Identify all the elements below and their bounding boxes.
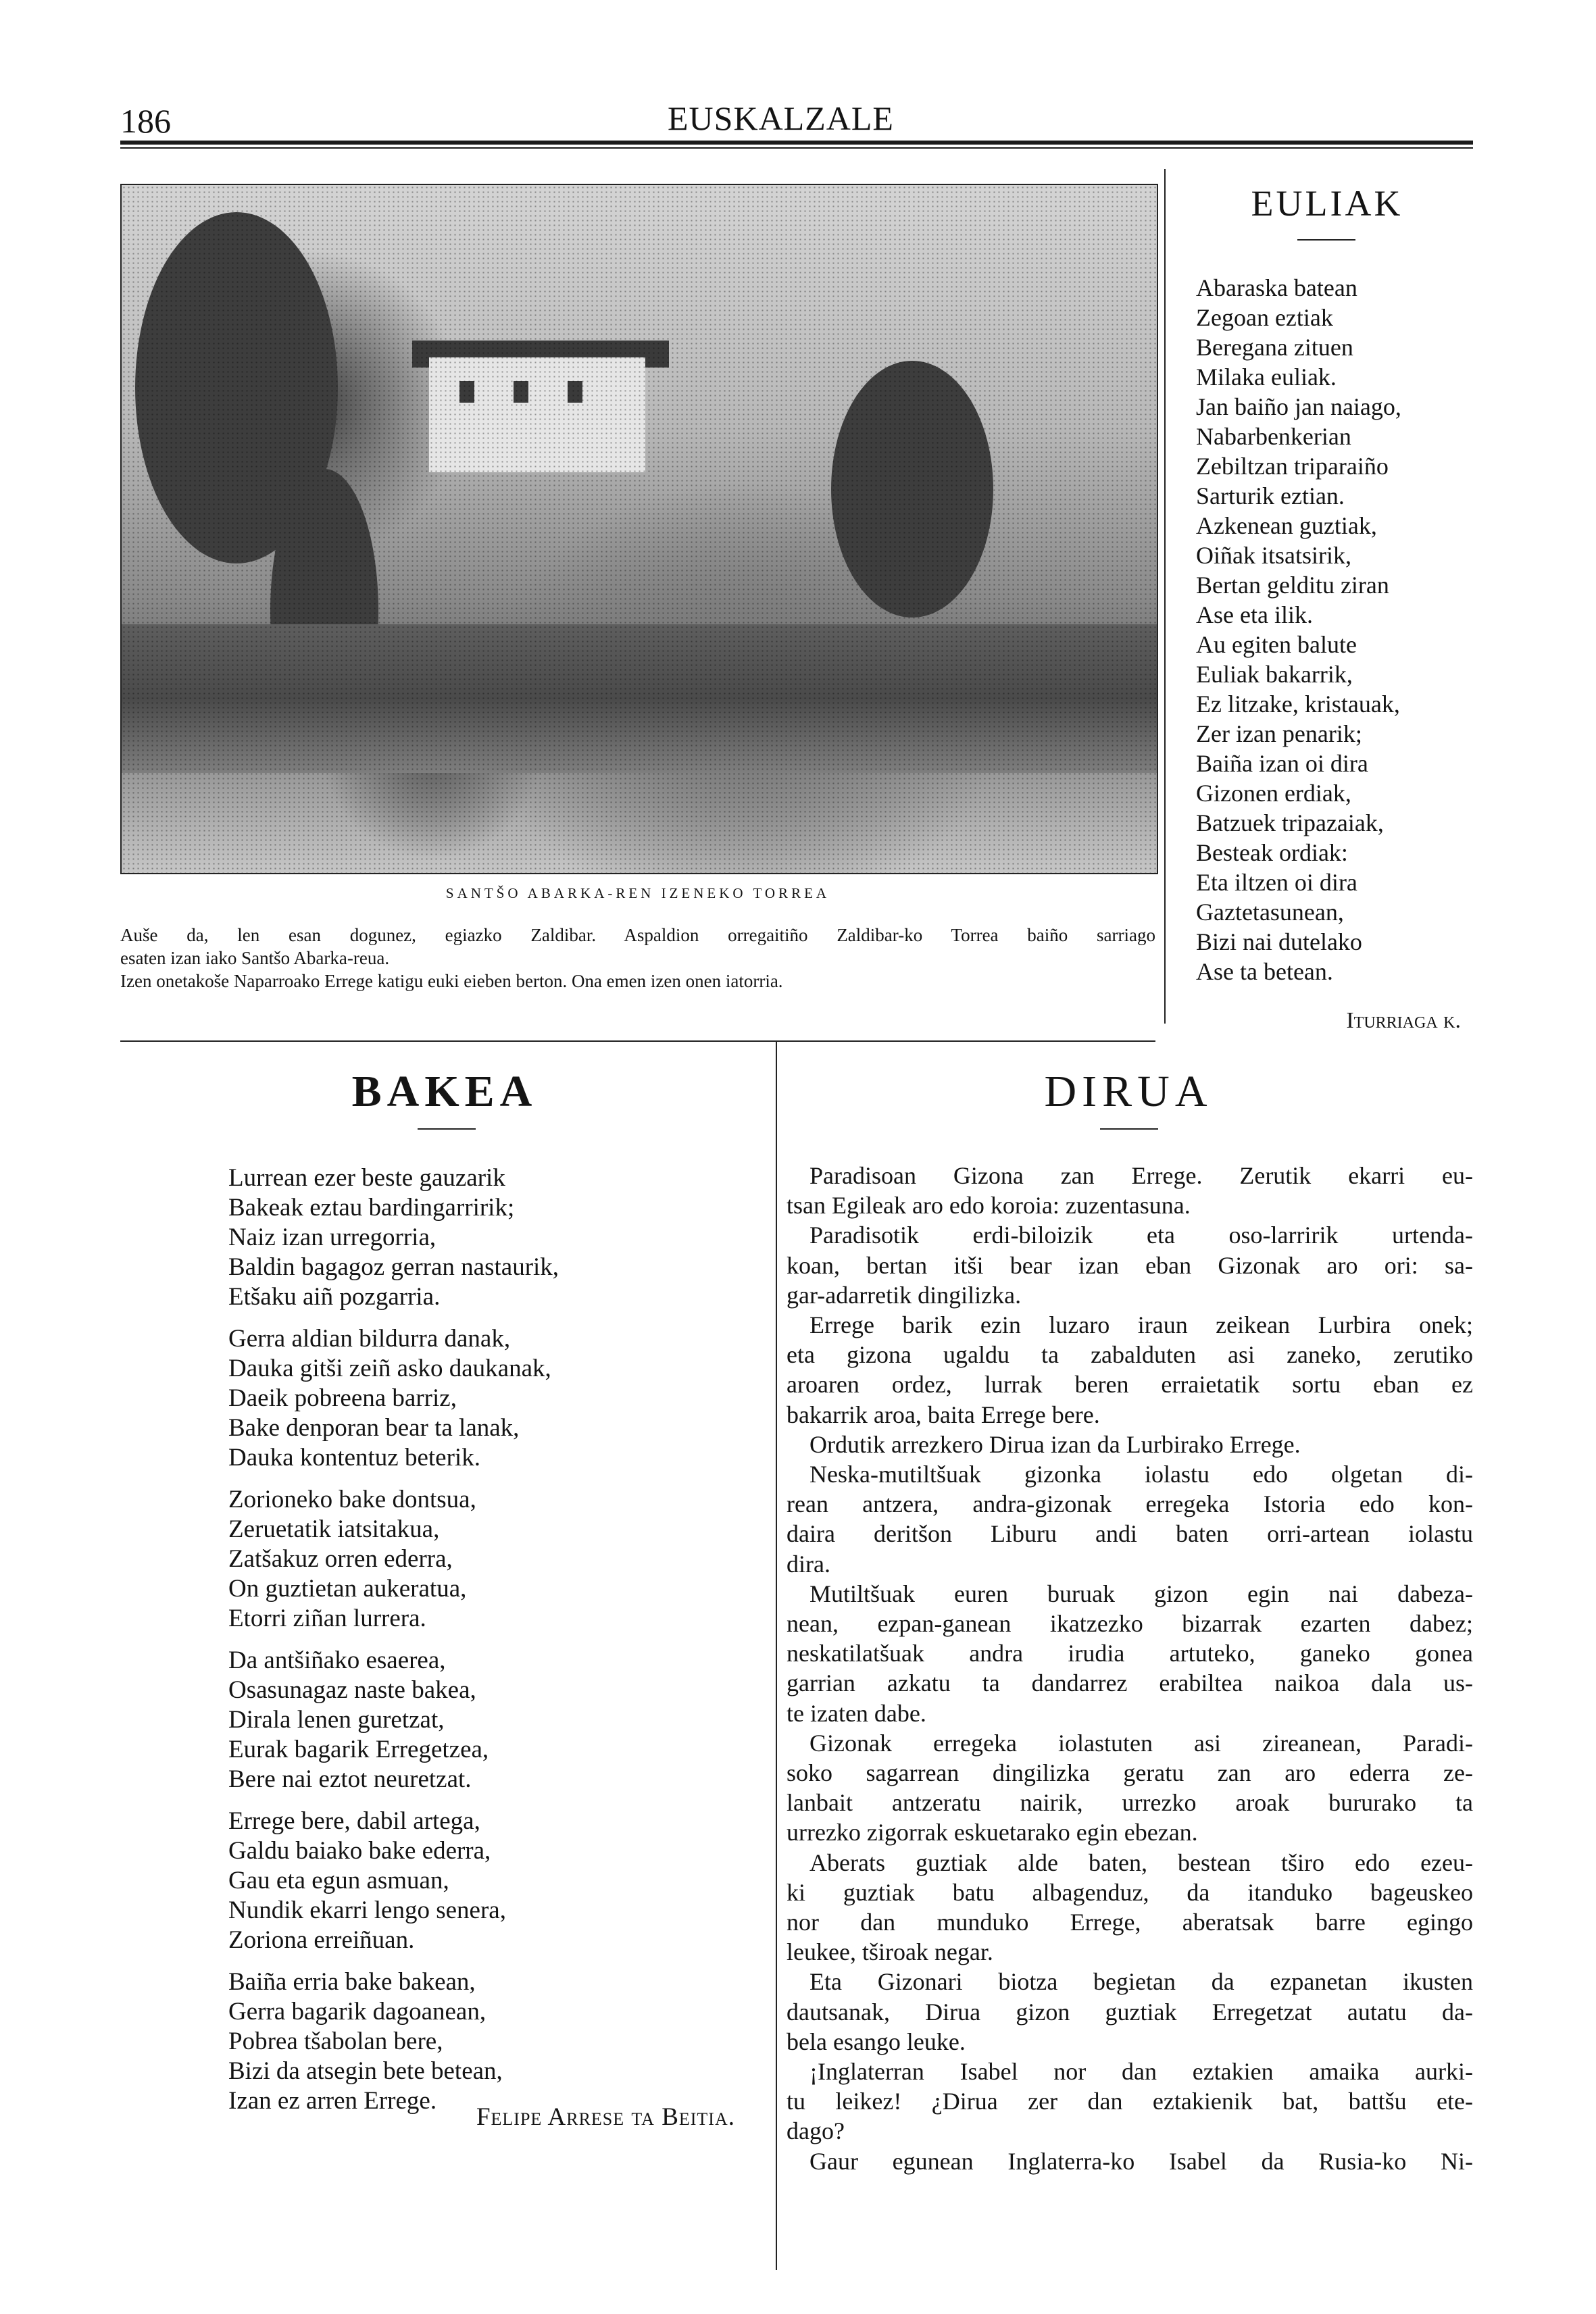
page-number: 186 xyxy=(120,102,171,140)
euliak-line: Milaka euliak. xyxy=(1196,363,1337,391)
euliak-line: Zer izan penarik; xyxy=(1196,720,1362,747)
prose-line: aroaren ordez, lurrak beren erraietatik sortu eban ez xyxy=(787,1371,1473,1399)
header-rule xyxy=(120,141,1473,145)
dirua-title-rule xyxy=(1100,1128,1158,1130)
prose-line: koan, bertan itši bear izan eban Gizonak aro ori: sa- xyxy=(787,1251,1473,1279)
bakea-author: Felipe Arrese ta Beitia. xyxy=(476,2103,735,2131)
poem-line: Pobrea tšabolan bere, xyxy=(228,2028,443,2055)
poem-line: Zatšakuz orren ederra, xyxy=(228,1545,453,1573)
prose-line: tsan Egileak aro edo koroia: zuzentasuna. xyxy=(787,1192,1191,1219)
poem-line: Dauka gitši zeiñ asko daukanak, xyxy=(228,1355,551,1382)
dirua-title: DIRUA xyxy=(1044,1067,1213,1116)
euliak-author: Iturriaga k. xyxy=(1346,1008,1461,1033)
prose-line: Gizonak erregeka iolastuten asi zireanean, Paradi- xyxy=(809,1729,1473,1757)
prose-line: Errege barik ezin luzaro iraun zeikean Lurbira onek; xyxy=(809,1311,1473,1338)
euliak-line: Jan baiño jan naiago, xyxy=(1196,393,1401,420)
euliak-line: Gizonen erdiak, xyxy=(1196,780,1351,807)
prose-line: daira deritšon Liburu andi baten orri-artean iolastu xyxy=(787,1520,1473,1548)
poem-line: Etšaku aiñ pozgarria. xyxy=(228,1283,441,1311)
poem-line: Zorioneko bake dontsua, xyxy=(228,1486,476,1513)
poem-line: Eurak bagarik Erregetzea, xyxy=(228,1736,489,1763)
poem-line: Daeik pobreena barriz, xyxy=(228,1384,457,1412)
euliak-line: Sarturik eztian. xyxy=(1196,482,1345,509)
euliak-line: Euliak bakarrik, xyxy=(1196,661,1353,688)
poem-line: Bakeak eztau bardingarririk; xyxy=(228,1194,515,1222)
prose-line: neskatilatšuak andra irudia artuteko, ganeko gonea xyxy=(787,1640,1473,1667)
euliak-line: Besteak ordiak: xyxy=(1196,839,1348,866)
euliak-line: Ase eta ilik. xyxy=(1196,601,1313,628)
photo-tree xyxy=(270,469,378,753)
poem-line: Gerra aldian bildurra danak, xyxy=(228,1325,511,1353)
prose-line: Paradisotik erdi-biloizik eta oso-larririk urtenda- xyxy=(809,1222,1473,1249)
poem-line: On guztietan aukeratua, xyxy=(228,1575,467,1603)
poem-line: Lurrean ezer beste gauzarik xyxy=(228,1164,505,1192)
euliak-line: Zebiltzan triparaiño xyxy=(1196,453,1389,480)
poem-line: Dirala lenen guretzat, xyxy=(228,1706,445,1734)
euliak-line: Baiña izan oi dira xyxy=(1196,750,1368,777)
prose-line: bakarrik aroa, baita Errege bere. xyxy=(787,1401,1100,1428)
euliak-title-rule xyxy=(1297,239,1355,241)
photo-water xyxy=(122,624,1157,773)
prose-line: lanbait antzeratu nairik, urrezko aroak bururako ta xyxy=(787,1789,1473,1817)
euliak-line: Au egiten balute xyxy=(1196,631,1357,658)
poem-line: Da antšiñako esaerea, xyxy=(228,1646,446,1674)
prose-line: leukee, tširoak negar. xyxy=(787,1938,993,1966)
prose-line: nor dan munduko Errege, aberatsak barre egingo xyxy=(787,1909,1473,1936)
column-divider xyxy=(1164,169,1166,1024)
euliak-line: Abaraska batean xyxy=(1196,274,1357,301)
section-rule xyxy=(120,1040,1155,1042)
prose-line: Eta Gizonari biotza begietan da ezpanetan ikusten xyxy=(809,1968,1473,1996)
prose-line: bela esango leuke. xyxy=(787,2028,966,2055)
euliak-line: Ase ta betean. xyxy=(1196,958,1333,985)
photo-caption-line: Izen onetakoše Naparroako Errege katigu euki eieben berton. Ona emen izen onen iatorria. xyxy=(120,971,783,991)
poem-line: Bizi da atsegin bete betean, xyxy=(228,2057,503,2085)
photo-window xyxy=(459,381,474,403)
poem-line: Galdu baiako bake ederra, xyxy=(228,1837,491,1865)
poem-line: Osasunagaz naste bakea, xyxy=(228,1676,476,1704)
euliak-title: EULIAK xyxy=(1251,183,1403,224)
poem-line: Baiña erria bake bakean, xyxy=(228,1968,476,1996)
euliak-line: Nabarbenkerian xyxy=(1196,423,1351,450)
poem-line: Gau eta egun asmuan, xyxy=(228,1867,449,1894)
prose-line: dira. xyxy=(787,1550,830,1578)
poem-line: Zeruetatik iatsitakua, xyxy=(228,1515,440,1543)
column-divider xyxy=(776,1040,777,2270)
prose-line: Ordutik arrezkero Dirua izan da Lurbirako Errege. xyxy=(809,1430,1301,1458)
bakea-title-rule xyxy=(418,1128,476,1130)
prose-line: gar-adarretik dingilizka. xyxy=(787,1281,1022,1309)
prose-line: Neska-mutiltšuak gizonka iolastu edo olgetan di- xyxy=(809,1461,1473,1488)
prose-line: eta gizona ugaldu ta zabalduten asi zaneko, zerutiko xyxy=(787,1341,1473,1369)
euliak-line: Oiñak itsatsirik, xyxy=(1196,542,1351,569)
poem-line: Bere nai eztot neuretzat. xyxy=(228,1765,472,1793)
poem-line: Dauka kontentuz beterik. xyxy=(228,1444,480,1472)
prose-line: te izaten dabe. xyxy=(787,1699,926,1727)
poem-line: Zoriona erreiñuan. xyxy=(228,1926,415,1954)
poem-line: Nundik ekarri lengo senera, xyxy=(228,1896,506,1924)
photo-tree xyxy=(135,212,338,563)
euliak-line: Batzuek tripazaiak, xyxy=(1196,809,1384,836)
prose-line: dago? xyxy=(787,2117,845,2145)
prose-line: garrian azkatu ta dandarrez erabiltea naikoa dala us- xyxy=(787,1669,1473,1697)
running-title: EUSKALZALE xyxy=(668,99,894,137)
prose-line: Paradisoan Gizona zan Errege. Zerutik ekarri eu- xyxy=(809,1162,1473,1189)
photo-building xyxy=(429,357,645,472)
euliak-line: Gaztetasunean, xyxy=(1196,899,1344,926)
euliak-line: Eta iltzen oi dira xyxy=(1196,869,1357,896)
photo-tree xyxy=(831,361,993,618)
tower-photo xyxy=(120,184,1158,874)
euliak-line: Beregana zituen xyxy=(1196,334,1353,361)
prose-line: ki guztiak batu albagenduz, da itanduko bageuskeo xyxy=(787,1878,1473,1906)
euliak-line: Azkenean guztiak, xyxy=(1196,512,1377,539)
euliak-line: Ez litzake, kristauak, xyxy=(1196,690,1400,718)
prose-line: nean, ezpan-ganean ikatzezko bizarrak ezarten dabez; xyxy=(787,1610,1473,1637)
header-rule-thin xyxy=(120,147,1473,149)
prose-line: urrezko zigorrak eskuetarako egin ebezan. xyxy=(787,1819,1198,1846)
poem-line: Errege bere, dabil artega, xyxy=(228,1807,480,1835)
photo-caption-line: Auše da, len esan dogunez, egiazko Zaldibar. Aspaldion orregaitiño Zaldibar-ko Torrea baiño sarriago xyxy=(120,925,1155,945)
prose-line: ¡Inglaterran Isabel nor dan eztakien amaika aurki- xyxy=(809,2058,1473,2085)
prose-line: Aberats guztiak alde baten, bestean tširo edo ezeu- xyxy=(809,1848,1473,1876)
euliak-line: Zegoan eztiak xyxy=(1196,304,1333,331)
euliak-line: Bizi nai dutelako xyxy=(1196,928,1362,955)
bakea-title: BAKEA xyxy=(351,1067,538,1116)
poem-line: Etorri ziñan lurrera. xyxy=(228,1605,426,1632)
prose-line: soko sagarrean dingilizka geratu zan aro ederra ze- xyxy=(787,1759,1473,1786)
prose-line: Gaur egunean Inglaterra-ko Isabel da Rusia-ko Ni- xyxy=(809,2147,1473,2175)
photo-caption-line: esaten izan iako Santšo Abarka-reua. xyxy=(120,948,390,968)
poem-line: Izan ez arren Errege. xyxy=(228,2087,437,2115)
photo-window xyxy=(514,381,528,403)
prose-line: dautsanak, Dirua gizon guztiak Erregetzat autatu da- xyxy=(787,1998,1473,2026)
prose-line: Mutiltšuak euren buruak gizon egin nai dabeza- xyxy=(809,1580,1473,1607)
poem-line: Gerra bagarik dagoanean, xyxy=(228,1998,487,2026)
poem-line: Naiz izan urregorria, xyxy=(228,1224,437,1251)
poem-line: Bake denporan bear ta lanak, xyxy=(228,1414,520,1442)
poem-line: Baldin bagagoz gerran nastaurik, xyxy=(228,1253,559,1281)
prose-line: rean antzera, andra-gizonak erregeka Istoria edo kon- xyxy=(787,1490,1473,1518)
photo-window xyxy=(568,381,582,403)
photo-roof xyxy=(412,341,669,368)
photo-caption-title: SANTŠO ABARKA-REN IZENEKO TORREA xyxy=(445,885,830,901)
euliak-line: Bertan gelditu ziran xyxy=(1196,572,1389,599)
prose-line: tu leikez! ¿Dirua zer dan eztakienik bat, battšu ete- xyxy=(787,2088,1473,2115)
